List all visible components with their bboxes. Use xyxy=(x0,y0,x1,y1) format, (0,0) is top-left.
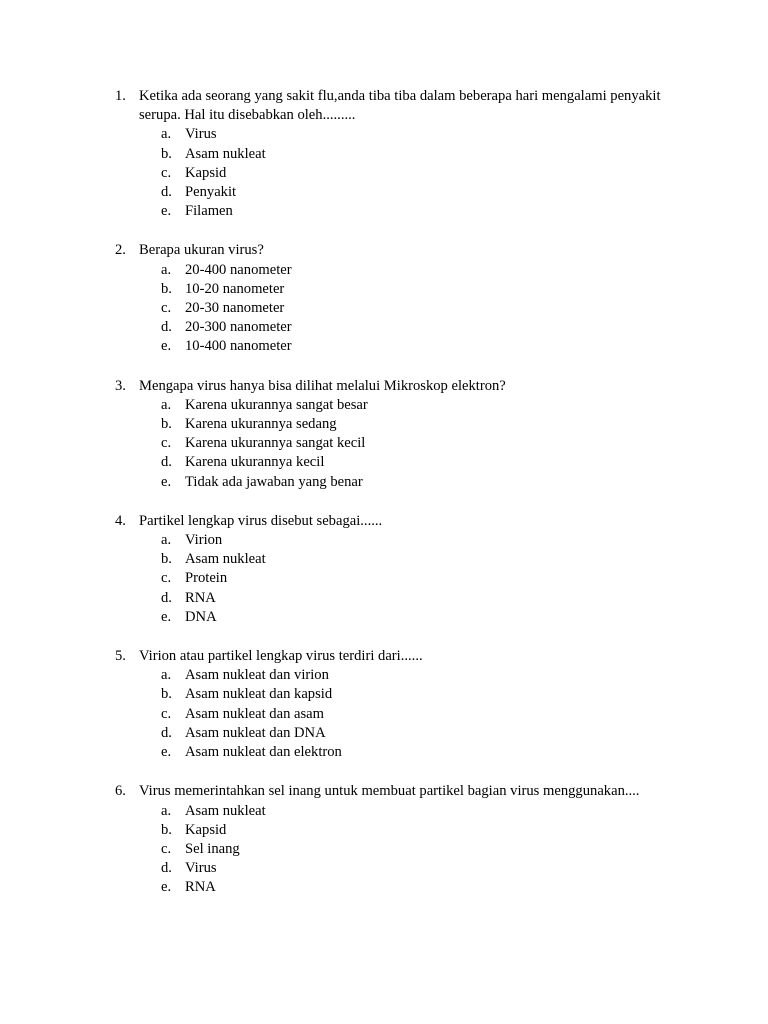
option-letter: d. xyxy=(161,319,172,336)
question-text: Berapa ukuran virus? xyxy=(139,242,264,259)
question-text: Ketika ada seorang yang sakit flu,anda tiba tiba dalam beberapa hari mengalami penyakit serupa. Hal itu disebabkan oleh......... xyxy=(139,88,661,124)
question-5-option-4 xyxy=(0,724,768,743)
question-number: 6. xyxy=(115,783,126,800)
option-text: Karena ukurannya sangat besar xyxy=(185,396,368,413)
option-text: Karena ukurannya sedang xyxy=(185,416,337,433)
option-list xyxy=(0,261,768,357)
option-text: Virus xyxy=(185,126,217,143)
question-1-option-4 xyxy=(0,183,768,202)
option-text: Asam nukleat dan virion xyxy=(185,667,329,684)
option-text: Asam nukleat dan kapsid xyxy=(185,686,333,703)
question-2-option-5 xyxy=(0,337,768,356)
question-number: 2. xyxy=(115,242,126,259)
question-text: Mengapa virus hanya bisa dilihat melalui Mikroskop elektron? xyxy=(139,377,506,394)
question-3-option-3 xyxy=(0,434,768,453)
question-3-option-5 xyxy=(0,473,768,492)
question-2 xyxy=(0,241,768,356)
option-letter: d. xyxy=(161,589,172,606)
question-4-option-2 xyxy=(0,550,768,569)
question-number: 5. xyxy=(115,648,126,665)
option-text: Protein xyxy=(185,570,228,587)
option-letter: d. xyxy=(161,184,172,201)
option-list xyxy=(0,802,768,898)
question-line xyxy=(0,782,768,801)
option-letter: e. xyxy=(161,203,172,220)
option-letter: a. xyxy=(161,532,172,549)
question-number: 3. xyxy=(115,377,126,394)
question-4-option-4 xyxy=(0,589,768,608)
option-list xyxy=(0,531,768,627)
question-5-option-2 xyxy=(0,685,768,704)
option-text: Asam nukleat dan elektron xyxy=(185,744,342,761)
option-letter: d. xyxy=(161,454,172,471)
option-list xyxy=(0,125,768,221)
question-5-option-5 xyxy=(0,743,768,762)
option-text: Virion xyxy=(185,532,223,549)
option-letter: b. xyxy=(161,686,172,703)
option-letter: d. xyxy=(161,860,172,877)
option-letter: c. xyxy=(161,705,172,722)
question-3-option-1 xyxy=(0,396,768,415)
option-text: Filamen xyxy=(185,203,233,220)
question-text: Partikel lengkap virus disebut sebagai...... xyxy=(139,512,383,529)
question-1-option-2 xyxy=(0,145,768,164)
option-letter: b. xyxy=(161,145,172,162)
option-letter: c. xyxy=(161,300,172,317)
question-line xyxy=(0,241,768,260)
option-text: Asam nukleat xyxy=(185,802,266,819)
question-text: Virion atau partikel lengkap virus terdiri dari...... xyxy=(139,648,423,665)
option-letter: c. xyxy=(161,570,172,587)
option-letter: e. xyxy=(161,338,172,355)
question-6-option-1 xyxy=(0,802,768,821)
question-5-option-3 xyxy=(0,705,768,724)
option-letter: c. xyxy=(161,840,172,857)
question-number: 4. xyxy=(115,512,126,529)
option-letter: a. xyxy=(161,261,172,278)
option-text: Tidak ada jawaban yang benar xyxy=(185,473,363,490)
option-letter: e. xyxy=(161,473,172,490)
option-text: DNA xyxy=(185,608,217,625)
document-page xyxy=(0,87,768,918)
question-text: Virus memerintahkan sel inang untuk membuat partikel bagian virus menggunakan.... xyxy=(139,783,640,800)
option-letter: e. xyxy=(161,744,172,761)
option-letter: a. xyxy=(161,126,172,143)
question-6-option-2 xyxy=(0,821,768,840)
option-list xyxy=(0,396,768,492)
option-text: Asam nukleat dan DNA xyxy=(185,724,326,741)
question-line xyxy=(0,87,768,125)
option-text: Karena ukurannya sangat kecil xyxy=(185,435,366,452)
option-letter: b. xyxy=(161,280,172,297)
option-text: RNA xyxy=(185,879,216,896)
question-6 xyxy=(0,782,768,897)
option-text: Virus xyxy=(185,860,217,877)
question-1-option-5 xyxy=(0,202,768,221)
question-1-option-3 xyxy=(0,164,768,183)
option-letter: a. xyxy=(161,396,172,413)
option-letter: c. xyxy=(161,435,172,452)
option-text: Asam nukleat xyxy=(185,145,266,162)
option-text: 20-30 nanometer xyxy=(185,300,285,317)
question-3 xyxy=(0,377,768,492)
option-text: Kapsid xyxy=(185,164,227,181)
question-number: 1. xyxy=(115,88,126,104)
question-3-option-2 xyxy=(0,415,768,434)
option-text: Karena ukurannya kecil xyxy=(185,454,325,471)
option-text: RNA xyxy=(185,589,216,606)
option-letter: c. xyxy=(161,164,172,181)
question-4 xyxy=(0,512,768,627)
question-5-option-1 xyxy=(0,666,768,685)
question-4-option-1 xyxy=(0,531,768,550)
question-1 xyxy=(0,87,768,221)
question-6-option-5 xyxy=(0,878,768,897)
question-2-option-4 xyxy=(0,318,768,337)
option-list xyxy=(0,666,768,762)
question-2-option-3 xyxy=(0,299,768,318)
question-list xyxy=(0,87,768,898)
option-letter: a. xyxy=(161,802,172,819)
question-2-option-1 xyxy=(0,261,768,280)
option-text: 10-400 nanometer xyxy=(185,338,292,355)
option-letter: d. xyxy=(161,724,172,741)
question-5 xyxy=(0,647,768,762)
question-4-option-3 xyxy=(0,569,768,588)
question-2-option-2 xyxy=(0,280,768,299)
question-line xyxy=(0,647,768,666)
option-letter: a. xyxy=(161,667,172,684)
option-text: Penyakit xyxy=(185,184,237,201)
question-1-option-1 xyxy=(0,125,768,144)
question-line xyxy=(0,512,768,531)
question-6-option-3 xyxy=(0,840,768,859)
question-6-option-4 xyxy=(0,859,768,878)
question-4-option-5 xyxy=(0,608,768,627)
option-letter: e. xyxy=(161,608,172,625)
option-text: Sel inang xyxy=(185,840,240,857)
option-text: 20-300 nanometer xyxy=(185,319,292,336)
option-letter: b. xyxy=(161,416,172,433)
question-3-option-4 xyxy=(0,453,768,472)
option-text: Asam nukleat xyxy=(185,551,266,568)
option-text: Kapsid xyxy=(185,821,227,838)
question-line xyxy=(0,377,768,396)
option-text: 20-400 nanometer xyxy=(185,261,292,278)
option-letter: b. xyxy=(161,551,172,568)
option-letter: e. xyxy=(161,879,172,896)
option-text: Asam nukleat dan asam xyxy=(185,705,325,722)
option-text: 10-20 nanometer xyxy=(185,280,285,297)
option-letter: b. xyxy=(161,821,172,838)
